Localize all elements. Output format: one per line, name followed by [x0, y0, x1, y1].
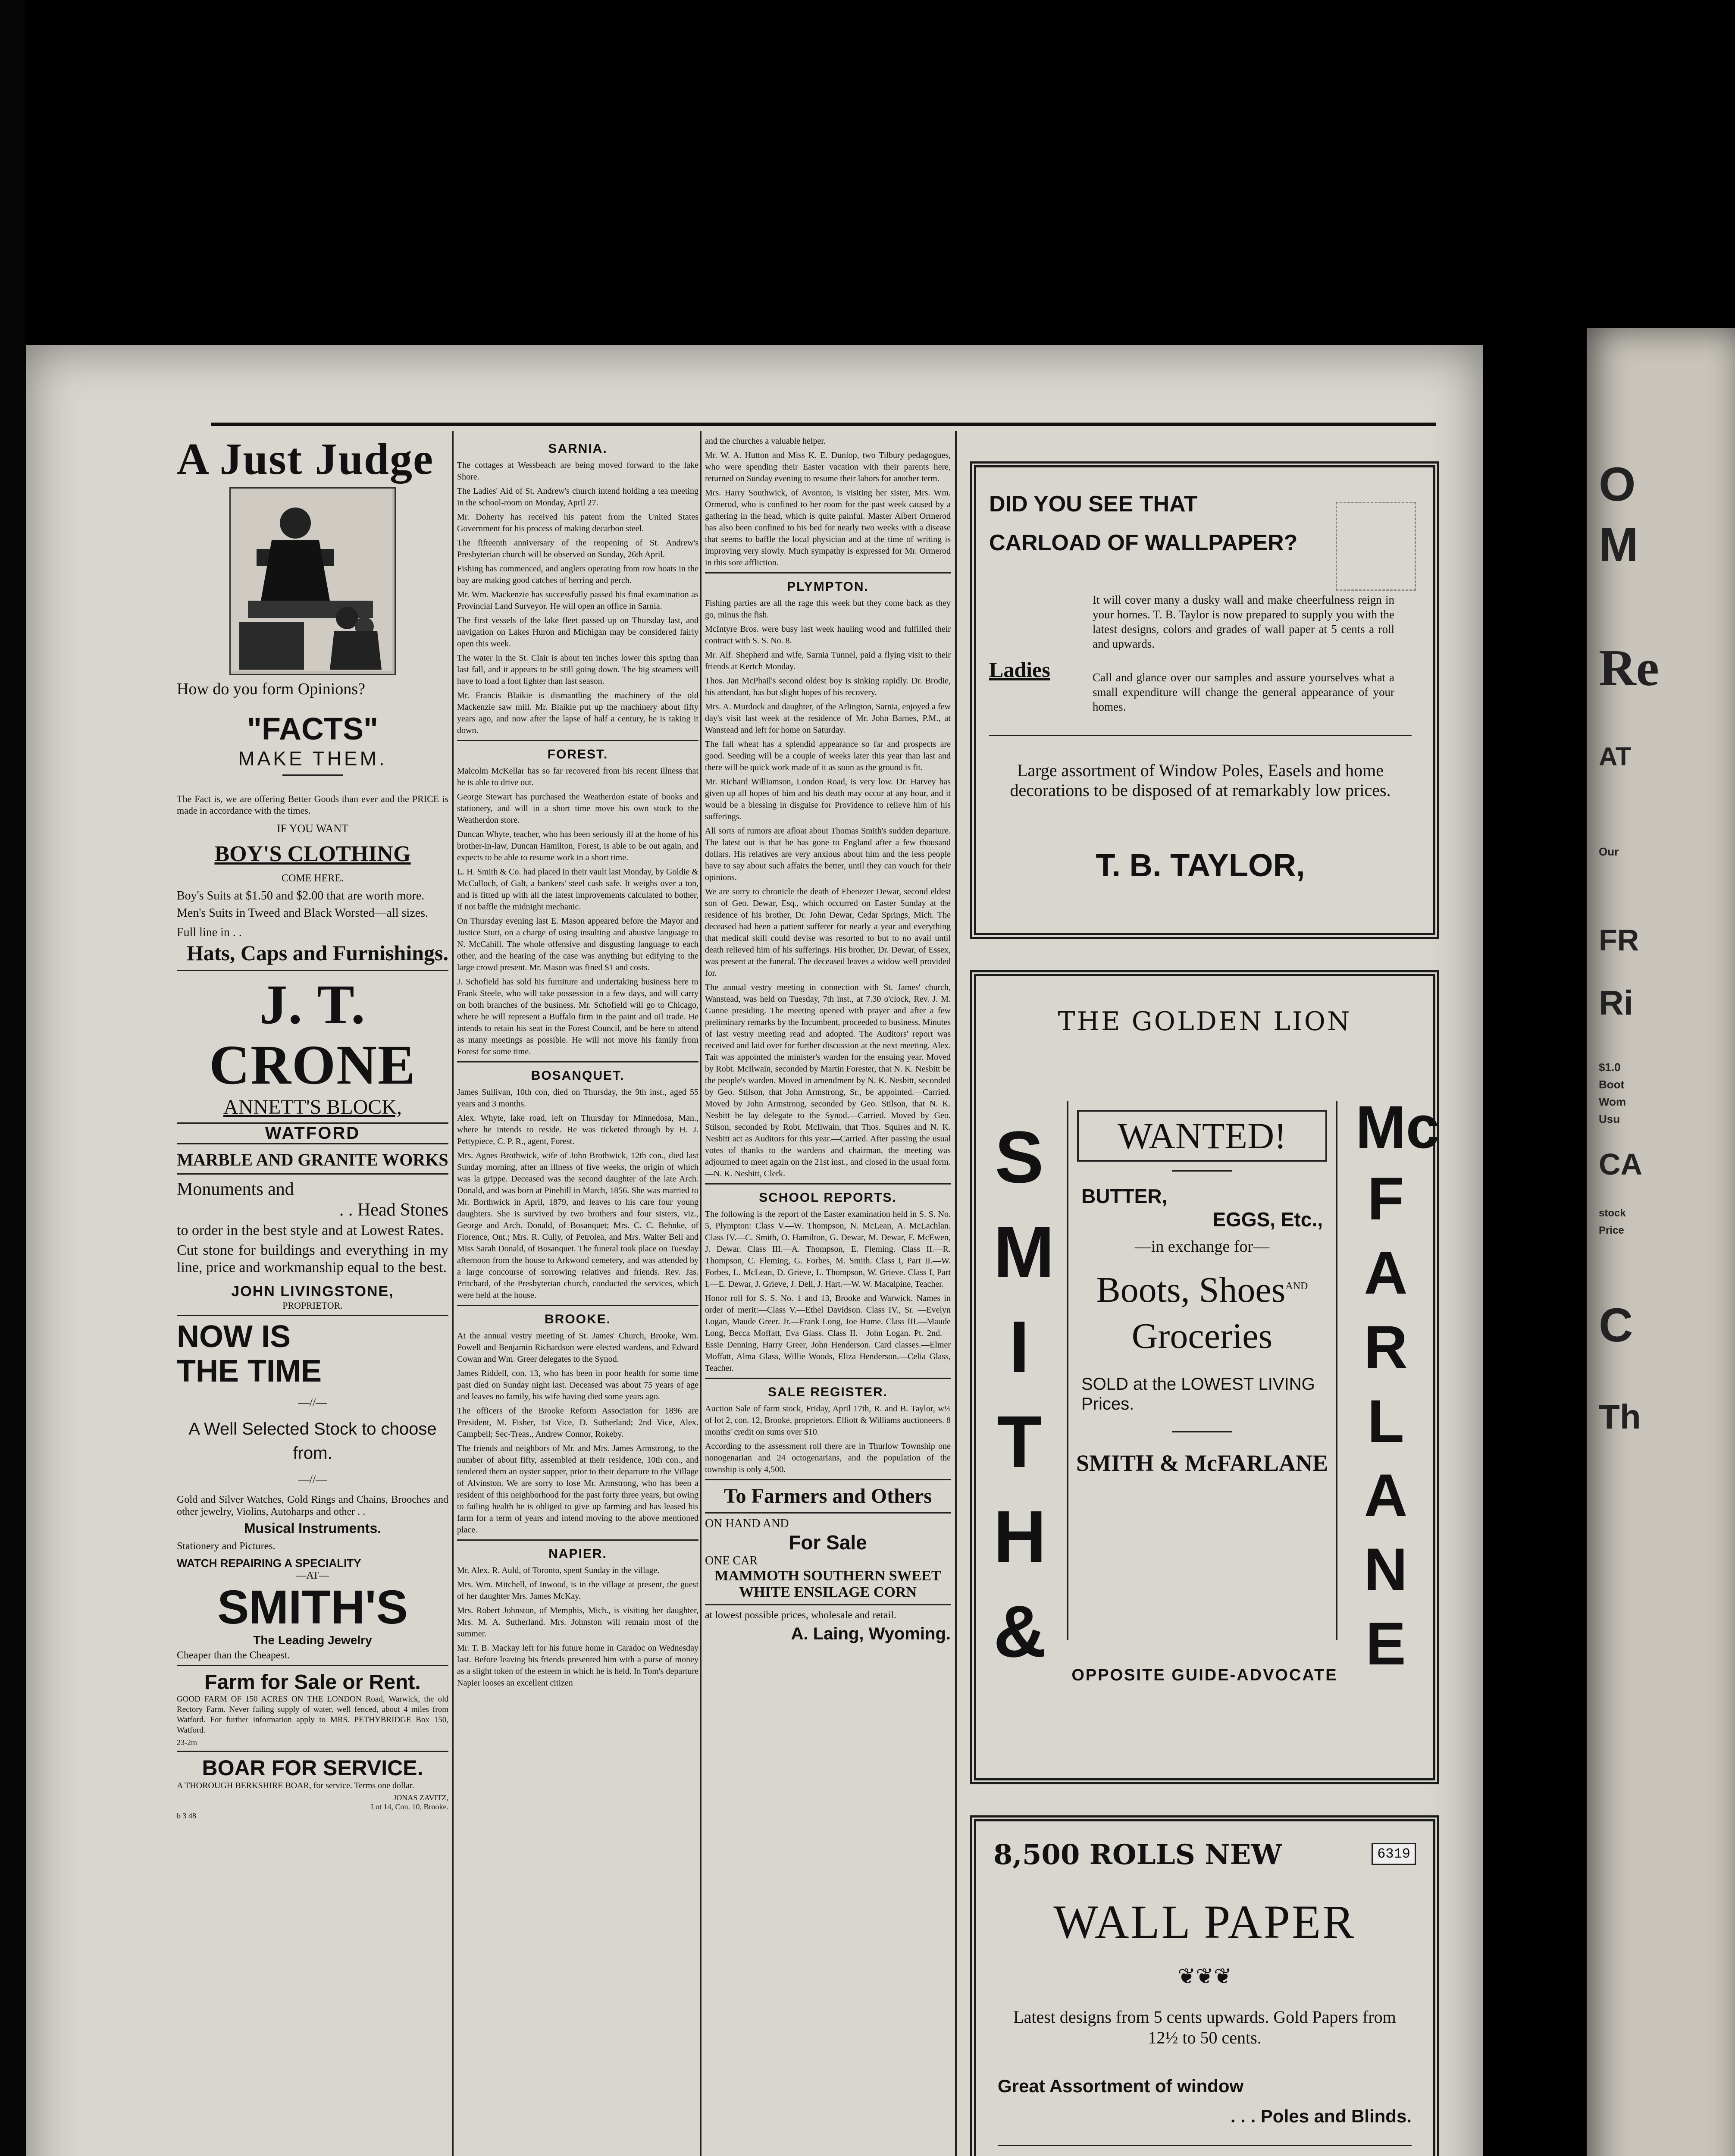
section-head-sale-register: SALE REGISTER.	[767, 1385, 888, 1399]
monuments: Monuments and	[177, 1179, 294, 1199]
section-head-forest: FOREST.	[547, 747, 608, 761]
news-item: Mrs. Robert Johnston, of Memphis, Mich., is visiting her daughter, Mrs. M. A. Sutherland. Mrs. Johnston will remain most of the summer.	[457, 1606, 698, 1639]
fragment-text: Our	[1599, 845, 1619, 858]
news-item: At the annual vestry meeting of St. James' Church, Brooke, Wm. Powell and Benjamin Richardson were elected wardens, and Edward Cowan and Wm. Greer delegates to the Synod.	[457, 1331, 698, 1364]
smith-vertical	[993, 1110, 1055, 1679]
news-item: Alex. Whyte, lake road, left on Thursday for Minnedosa, Man., where he intends to reside. He was ticketed through by H. J. Pettypiece, C. P. R., agent, Forest.	[457, 1113, 698, 1146]
if-you-want: IF YOU WANT	[276, 822, 349, 835]
farm-text: GOOD FARM OF 150 ACRES ON THE LONDON Road, Warwick, the old Rectory Farm. Never failing supply of water, well fenced, about 4 miles from Watford. For further information apply to MRS. PETHYBRIDGE Box 150, Watford.	[177, 1695, 448, 1735]
lowest-prices: at lowest possible prices, wholesale and retail.	[705, 1610, 896, 1621]
divider	[177, 1665, 448, 1666]
great-assortment: Great Assortment of window	[998, 2076, 1244, 2096]
news-item: Duncan Whyte, teacher, who has been seriously ill at the home of his brother-in-law, Duncan Hamilton, Forest, is able to be out again, and expects to be able to resume work in a short time.	[457, 830, 698, 862]
cutstone-text: Cut stone for buildings and everything in my line, price and workmanship equal to the best.	[177, 1242, 448, 1275]
wallpaper-roll-icon	[1336, 502, 1416, 591]
hats-caps: Hats, Caps and Furnishings.	[186, 941, 448, 965]
fragment-text: Price	[1599, 1225, 1624, 1236]
judge-engraving-icon	[231, 489, 392, 671]
farm-number: 23-2m	[177, 1738, 197, 1747]
divider	[282, 774, 343, 776]
mens-suits: Men's Suits in Tweed and Black Worsted—all sizes.	[177, 906, 429, 920]
section-head-school-reports: SCHOOL REPORTS.	[759, 1191, 897, 1205]
make-them: MAKE THEM.	[238, 747, 387, 770]
letter: M	[993, 1211, 1055, 1293]
letter: &	[993, 1591, 1046, 1673]
mammoth-corn: MAMMOTH SOUTHERN SWEET	[714, 1568, 941, 1584]
news-item: Mr. Doherty has received his patent from the United States Government for his process of making decarbon steel.	[457, 512, 698, 533]
wanted-heading: WANTED!	[1077, 1110, 1327, 1162]
news-item: The friends and neighbors of Mr. and Mrs. James Armstrong, to the number of about fifty, assembled at their residence, 10th con., and tendered them an oyster supper, prior to their departure to the Village of Alvinston. We are sorry to lose Mr. Armstrong, who has been a resident of this neighborhood for the past forty three years, but owing to failing health he is obliged to give up farming and has leased his farm for a term of years and intend moving to the above mentioned place.	[457, 1444, 698, 1535]
letter: R	[1364, 1313, 1408, 1381]
news-item: The following is the report of the Easter examination held in S. S. No. 5, Plympton: Class V.—W. Thompson, N. McLean, A. McLachlan. Class IV.—C. Smith, O. Hamilton, G. Dewar, M. Dewar, F. McEwen, J. Dewar. Class III.—A. Thompson, E. Fleming. Class II.—R. Thompson, C. Fleming, G. Forbes, M. Smith. Class I, Part II.—W. Forbes, L. McLean, D. Grieve, L. Thompson, W. Grieve. Class I, Part I.—E. Dewar, J. Grieve, J. Dell, J. Hart.—W. W. Macalpine, Teacher.	[705, 1210, 951, 1289]
news-item: According to the assessment roll there are in Thurlow Township one nonogenarian and 24 octogenarians, and the population of the township is only 4,500.	[705, 1442, 951, 1474]
watch-repairing: WATCH REPAIRING A SPECIALITY	[177, 1557, 361, 1570]
section-head-plympton: PLYMPTON.	[787, 580, 869, 594]
separator: —//—	[298, 1473, 327, 1485]
news-item: Mrs. Harry Southwick, of Avonton, is visiting her sister, Mrs. Wm. Ormerod, who is confined to her room for the past week caused by a gathering in the head, which is quite painful. Master Albert Ormerod has also been confined to his bed for nearly two weeks with a disease that seems to baffle the local physician and at the time of writing is improving very slowly. Much sympathy is expressed for Mr. Ormerod in this sore affliction.	[705, 488, 951, 567]
divider	[457, 740, 698, 741]
letter: I	[1009, 1306, 1030, 1388]
column-3-news	[705, 436, 951, 1644]
divider	[457, 1061, 698, 1062]
column-1-ads	[177, 436, 448, 1821]
letter: A	[1364, 1461, 1408, 1529]
taylor-title-1: DID YOU SEE THAT	[989, 492, 1198, 517]
news-item: The fall wheat has a splendid appearance so far and prospects are good. Seeding will be a couple of weeks later this year than last and there will be quick work made of it as soon as the ground is fit.	[705, 740, 951, 772]
ensilage-corn: WHITE ENSILAGE CORN	[739, 1584, 917, 1600]
news-item: Honor roll for S. S. No. 1 and 13, Brooke and Warwick. Names in order of merit:—Class V.—Ethel Davidson. Class IV., Sr. —Evelyn Logan, Maude Greer. Jr.—Frank Long, Joe Hume. Class III.—Maude Long, Becca Moffatt, Eva Glass. Class II.—John Logan. Pt. 2nd.—Essie Denning, Harry Greer, John Henderson. Card classes.—Elmer Moffatt, Alma Glass, Willie Woods, Eliza Henderson.—Celia Glass, Teacher.	[705, 1294, 951, 1373]
window-poles: Large assortment of Window Poles, Easels and home decorations to be disposed of at remarkably low prices.	[1010, 761, 1391, 800]
news-item: The Ladies' Aid of St. Andrew's church intend holding a tea meeting in the school-room on Monday, April 27.	[457, 486, 698, 508]
come-here: COME HERE.	[282, 873, 344, 884]
divider	[705, 1479, 951, 1480]
fragment-text: Wom	[1599, 1095, 1626, 1108]
news-item: McIntyre Bros. were busy last week hauling wood and fulfilled their contract with S. S. No. 8.	[705, 624, 951, 646]
letter: N	[1364, 1536, 1408, 1603]
news-item: Mr. Alf. Shepherd and wife, Sarnia Tunnel, paid a flying visit to their friends at Kertch Monday.	[705, 650, 951, 671]
divider	[457, 1305, 698, 1306]
opposite-guide: OPPOSITE GUIDE-ADVOCATE	[1071, 1666, 1338, 1684]
rolls-heading: 8,500 ROLLS NEW	[993, 1839, 1282, 1871]
divider	[998, 2145, 1412, 2146]
exchange-for: —in exchange for—	[1134, 1238, 1270, 1256]
news-item: Mr. T. B. Mackay left for his future home in Caradoc on Wednesday last. Before leaving his friends presented him with a purse of money as a slight token of the esteem in which he is held. In Tom's departure Napier looses an excellent citizen	[457, 1643, 698, 1688]
letter: L	[1367, 1387, 1404, 1455]
for-sale: For Sale	[789, 1531, 867, 1554]
news-item: Mr. Wm. Mackenzie has successfully passed his final examination as Provincial Land Surveyor. He will open an office in Sarnia.	[457, 590, 698, 611]
adjacent-page-fragment	[1587, 328, 1735, 2156]
news-item: We are sorry to chronicle the death of Ebenezer Dewar, second eldest son of Geo. Dewar, Esq., which occurred on Easter Sunday at the residence of his brother, Dr. John Dewar, Cedar Springs, Mich. The deceased had been a patient sufferer for nearly a year and everything that medical skill could devise was resorted to but to no avail until death relieved him of his sufferings. His brother, Dr. Dewar, of Essex, was present at the funeral. The deceased leaves a widow well provided for.	[705, 887, 951, 978]
sarnia-items	[457, 460, 698, 736]
news-item: Malcolm McKellar has so far recovered from his recent illness that he is able to drive out.	[457, 766, 698, 787]
letter: H	[993, 1496, 1046, 1578]
farm-title: Farm for Sale or Rent.	[204, 1671, 421, 1694]
news-item: The cottages at Wessbeach are being moved forward to the lake Shore.	[457, 461, 698, 482]
divider	[177, 1751, 448, 1752]
wall-paper	[976, 1895, 1433, 1949]
boar-lot: Lot 14, Con. 10, Brooke.	[371, 1802, 448, 1811]
news-item: Thos. Jan McPhail's second oldest boy is sinking rapidly. Dr. Brodie, his attendant, has but slight hopes of his recovery.	[705, 676, 951, 697]
fragment-text: $1.0	[1599, 1061, 1621, 1074]
judge-illustration	[229, 487, 396, 675]
divider	[177, 1173, 448, 1175]
stamp-number: 6319	[1372, 1843, 1416, 1865]
letter: E	[1365, 1610, 1406, 1677]
fragment-text: C	[1599, 1299, 1633, 1352]
news-item: Mrs. Agnes Brothwick, wife of John Brothwick, 12th con., died last Sunday morning, after an illness of five weeks, the origin of which was la grippe. Deceased was the second daughter of the late Arch. Donald, and was born at Pinehill in March, 1856. She was married to Mr. Borthwick in April, 1879, and leaves to his care four young daughters. She is survived by two brothers and four sisters, viz., George and Arch. Donald, of Bosanquet; Mrs. C. C. Behnke, of Florence, Ont.; Mrs. R. Cully, of Petrolea, and Mrs. Walter Bell and Miss Sarah Donald, of Bosanquet. The funeral took place on Tuesday afternoon from the house to Arkwood cemetery, and was attended by a large concourse of sorrowing relatives and friends. Rev. Jas. Pritchard, of the Presbyterian church, conducted the services, which were held at the house.	[457, 1151, 698, 1300]
section-head-brooke: BROOKE.	[544, 1312, 611, 1326]
gold-silver: Gold and Silver Watches, Gold Rings and Chains, Brooches and other jewelry, Violins, Autoharps and other . .	[177, 1494, 448, 1517]
taylor-name: T. B. TAYLOR,	[1096, 847, 1305, 883]
boots-shoes-label: Boots, Shoes	[1096, 1270, 1286, 1310]
divider	[705, 1604, 951, 1605]
just-judge-title: A Just Judge	[177, 434, 434, 484]
news-item: The fifteenth anniversary of the reopening of St. Andrew's Presbyterian church will be observed on Sunday, 26th April.	[457, 538, 698, 559]
musical-instruments: Musical Instruments.	[244, 1520, 382, 1536]
divider	[705, 1512, 951, 1514]
golden-lion-title: THE GOLDEN LION	[1058, 1006, 1352, 1037]
column-2-news	[457, 436, 698, 1692]
fragment-text: stock	[1599, 1207, 1626, 1219]
marble-granite: MARBLE AND GRANITE WORKS	[177, 1150, 448, 1169]
letter: F	[1367, 1165, 1404, 1232]
news-item: The water in the St. Clair is about ten inches lower this spring than last fall, and it appears to be still going down. The big steamers will have to load a foot lighter than last season.	[457, 653, 698, 686]
divider	[177, 970, 448, 971]
news-item: The annual vestry meeting in connection with St. James' church, Wanstead, was held on Tuesday, 7th inst., at 7.30 o'clock, Rev. J. M. Gunne presiding. The meeting opened with prayer and after a few preliminary remarks by the Incumbent, proceeded to business. Minutes of last vestry meeting read and adopted. The Auditors' report was received and laid over for further discussion at the next meeting. Alex. Tait was appointed the minister's warden for the ensuing year. Moved by Robt. McIlwain, seconded by Martin Forester, that N. K. Nesbitt be the people's warden. Moved in amendment by N. K. Nesbitt, seconded by Geo. Stilson, that John Armstrong, Sr., be appointed.—Carried. Moved by John Armstrong, seconded by Geo. Stilson, that N. K. Nesbitt be lay delegate to the Synod.—Carried. Moved by Geo. Stilson, seconded by Robt. McIlwain, that Thos. Squires and N. K. Nesbitt act as Auditors for this year.—Carried. After passing the usual votes of thanks to the wardens and chairman, the meeting was adjourned to meet again on the 21st inst., and closed in the usual form.—N. K. Nesbitt, Clerk.	[705, 983, 951, 1178]
fragment-text: Re	[1599, 639, 1659, 696]
golden-lion-ad	[970, 970, 1439, 1784]
taylor-ad	[970, 461, 1439, 939]
golden-lion-center	[1067, 1101, 1337, 1640]
groceries: Groceries	[1131, 1316, 1273, 1356]
section-head-napier: NAPIER.	[548, 1547, 607, 1561]
eggs: EGGS, Etc.,	[1212, 1208, 1323, 1231]
news-item: Mr. W. A. Hutton and Miss K. E. Dunlop, two Tilbury pedagogues, who were spending their Easter vacation with their parents here, returned on Sunday evening to resume their labors for another term.	[705, 451, 951, 483]
fragment-text: CA	[1599, 1147, 1643, 1181]
annetts-block: ANNETT'S BLOCK,	[223, 1096, 402, 1119]
watford: WATFORD	[177, 1122, 448, 1144]
divider	[705, 1378, 951, 1379]
sold-lowest: SOLD at the LOWEST LIVING Prices.	[1081, 1375, 1315, 1413]
news-item: J. Schofield has sold his furniture and undertaking business here to Frank Steele, who will take possession in a few days, and will carry on both branches of the business. Mr. Schofield will go to Chicago, where he will represent a Buffalo firm in the paint and oil trade. He intends to retain his seat in the Forest Council, and be here to attend as many meetings as possible. He will not move his family from Forest for some time.	[457, 977, 698, 1056]
taylor-paragraph-2: Call and glance over our samples and assure yourselves what a small expenditure will change the general appearance of your homes.	[1093, 671, 1394, 713]
on-hand: ON HAND AND	[705, 1517, 789, 1530]
boar-number: b 3 48	[177, 1811, 196, 1820]
full-line: Full line in . .	[177, 926, 242, 939]
proprietor: PROPRIETOR.	[282, 1300, 343, 1311]
fragment-text: FR	[1599, 923, 1639, 957]
section-head-sarnia: SARNIA.	[548, 442, 608, 456]
divider	[705, 572, 951, 573]
news-item: George Stewart has purchased the Weatherdon estate of books and stationery, and will in a short time move his own stock to the Weatherdon store.	[457, 792, 698, 825]
well-selected: A Well Selected Stock to choose from.	[188, 1420, 437, 1463]
news-item: Mrs. A. Murdock and daughter, of the Arlington, Sarnia, enjoyed a few day's visit last week at the residence of Mr. John Barnes, P.M., at Wanstead and left for home on Saturday.	[705, 702, 951, 735]
fragment-text: M	[1599, 518, 1638, 571]
letter: T	[997, 1401, 1042, 1483]
boar-text: A THOROUGH BERKSHIRE BOAR, for service. Terms one dollar.	[177, 1781, 414, 1790]
column-rule	[700, 431, 702, 2156]
farmers-title: To Farmers and Others	[723, 1485, 932, 1507]
boar-title: BOAR FOR SERVICE.	[202, 1756, 423, 1780]
and-label: AND	[1285, 1281, 1308, 1292]
mcfarlane-vertical	[1356, 1093, 1440, 1681]
fragment-text: O	[1599, 458, 1636, 511]
ornament-icon: ❦❦❦	[1178, 1964, 1232, 1988]
smith-mcfarlane-name: SMITH & McFARLANE	[1076, 1450, 1328, 1476]
order-text: to order in the best style and at Lowest Rates.	[177, 1222, 444, 1238]
news-item: James Riddell, con. 13, who has been in poor health for some time past died on Sunday night last. Deceased was about 75 years of age and leaves no family, his wife having died some years ago.	[457, 1369, 698, 1401]
divider	[457, 1539, 698, 1541]
separator: —//—	[298, 1396, 327, 1409]
taylor-title-2: CARLOAD OF WALLPAPER?	[989, 530, 1298, 555]
smiths-jewelry: SMITH'S	[217, 1581, 408, 1634]
news-item: L. H. Smith & Co. had placed in their vault last Monday, by Goldie & McCulloch, of Galt, a bankers' steel cash safe. It weighs over a ton, and is fitted up with all the latest improvements calculated to bother, if not baffle the midnight mechanic.	[457, 867, 698, 912]
opinions-question: How do you form Opinions?	[177, 680, 365, 698]
news-item: Mrs. Wm. Mitchell, of Inwood, is in the village at present, the guest of her daughter Mrs. James McKay.	[457, 1580, 698, 1601]
news-item: Mr. Francis Blaikie is dismantling the machinery of the old Mackenzie saw mill. Mr. Blaikie put up the machinery about fifty years ago, and now after the lapse of half a century, he is taking it down.	[457, 691, 698, 735]
news-item: All sorts of rumors are afloat about Thomas Smith's sudden departure. The latest out is that he has gone to England after a few thousand dollars. His relatives are very anxious about him and the less people have to say about such affairs the better, until they can vouch for their opinions.	[705, 826, 951, 882]
divider	[1172, 1170, 1232, 1172]
stationery: Stationery and Pictures.	[177, 1541, 276, 1552]
mc-prefix: Mc	[1356, 1093, 1440, 1161]
laing-wyoming: A. Laing, Wyoming.	[791, 1624, 951, 1643]
mclaren-ad	[970, 1815, 1439, 2156]
boys-clothing: BOY'S CLOTHING	[214, 842, 411, 866]
offer-text: The Fact is, we are offering Better Goods than ever and the PRICE is made in accordance with the times.	[177, 793, 448, 816]
cheaper: Cheaper than the Cheapest.	[177, 1650, 290, 1661]
fragment-text: AT	[1599, 742, 1632, 771]
poles-blinds: . . . Poles and Blinds.	[1230, 2106, 1412, 2126]
letter: S	[995, 1116, 1044, 1198]
facts-heading: "FACTS"	[247, 712, 379, 746]
crone-name: J. T. CRONE	[209, 974, 416, 1096]
news-item: On Thursday evening last E. Mason appeared before the Mayor and Justice Stutt, on a charge of using insulting and abusive language to N. McCahill. The whole offensive and disgusting language to each other, and the hearing of the case was anything but edifying to the large crowd present. Mr. Mason was fined $1 and costs.	[457, 916, 698, 972]
top-rule	[211, 423, 1436, 426]
fragment-text: Th	[1599, 1398, 1641, 1436]
divider	[1172, 1431, 1232, 1432]
news-item: James Sullivan, 10th con, died on Thursday, the 9th inst., aged 55 years and 3 months.	[457, 1087, 698, 1109]
wall-word: WALL	[1053, 1896, 1190, 1948]
one-car: ONE CAR	[705, 1554, 758, 1567]
news-item: Mr. Alex. R. Auld, of Toronto, spent Sunday in the village.	[457, 1566, 660, 1575]
at-label: —AT—	[296, 1570, 329, 1581]
newspaper-page	[26, 345, 1483, 2156]
column-rule	[955, 431, 957, 2156]
section-head-bosanquet: BOSANQUET.	[531, 1069, 625, 1083]
news-item: Fishing has commenced, and anglers operating from row boats in the bay are making good catches of herring and perch.	[457, 564, 698, 585]
boar-owner: JONAS ZAVITZ,	[393, 1793, 448, 1802]
livingstone-name: JOHN LIVINGSTONE,	[231, 1283, 394, 1300]
now-is-the-time: NOW IS THE TIME	[177, 1319, 322, 1388]
divider	[989, 735, 1412, 736]
film-border-left	[0, 0, 26, 2156]
news-item: Mr. Richard Williamson, London Road, is very low. Dr. Harvey has given up all hopes of him and his death may occur at any hour, and it would be a blessing in disguise for Providence to relieve him of his sufferings.	[705, 777, 951, 821]
ladies-label: Ladies	[989, 658, 1050, 682]
news-item: Fishing parties are all the rage this week but they come back as they go, minus the fish.	[705, 599, 951, 620]
boots-shoes	[1068, 1269, 1336, 1311]
fragment-text: Boot	[1599, 1078, 1625, 1091]
news-item: The first vessels of the lake fleet passed up on Thursday last, and navigation on Lakes Huron and Michigan may be considered fairly open this week.	[457, 616, 698, 649]
taylor-paragraph-1: It will cover many a dusky wall and make cheerfulness reign in your homes. T. B. Taylor is now prepared to supply you with the latest designs, colors and grades of wall paper at 5 cents a roll and upwards.	[1093, 593, 1394, 650]
letter: A	[1364, 1239, 1408, 1307]
fragment-text: Ri	[1599, 984, 1633, 1022]
news-item: Auction Sale of farm stock, Friday, April 17th, R. and B. Taylor, w½ of lot 2, con. 12, Brooke, proprietors. Elliott & Williams auctioneers. 8 months' credit on sums over $10.	[705, 1404, 951, 1437]
news-item: The officers of the Brooke Reform Association for 1896 are President, M. Fisher, 1st Vice, D. Sutherland; 2nd Vice, Alex. Campbell; Sec-Treas., Andrew Connor, Rokeby.	[457, 1406, 698, 1439]
headstones: . . Head Stones	[339, 1200, 448, 1220]
fragment-text: Usu	[1599, 1112, 1620, 1125]
boys-suits: Boy's Suits at $1.50 and $2.00 that are worth more.	[177, 889, 425, 903]
divider	[177, 1315, 448, 1316]
column-rule	[452, 431, 454, 2156]
news-item: and the churches a valuable helper.	[705, 436, 826, 446]
designs-text: Latest designs from 5 cents upwards. Gold Papers from 12½ to 50 cents.	[1013, 2007, 1396, 2047]
divider	[705, 1183, 951, 1185]
butter: BUTTER,	[1081, 1185, 1168, 1207]
paper-word: PAPER	[1204, 1896, 1356, 1948]
leading-jewelry: The Leading Jewelry	[253, 1633, 372, 1647]
